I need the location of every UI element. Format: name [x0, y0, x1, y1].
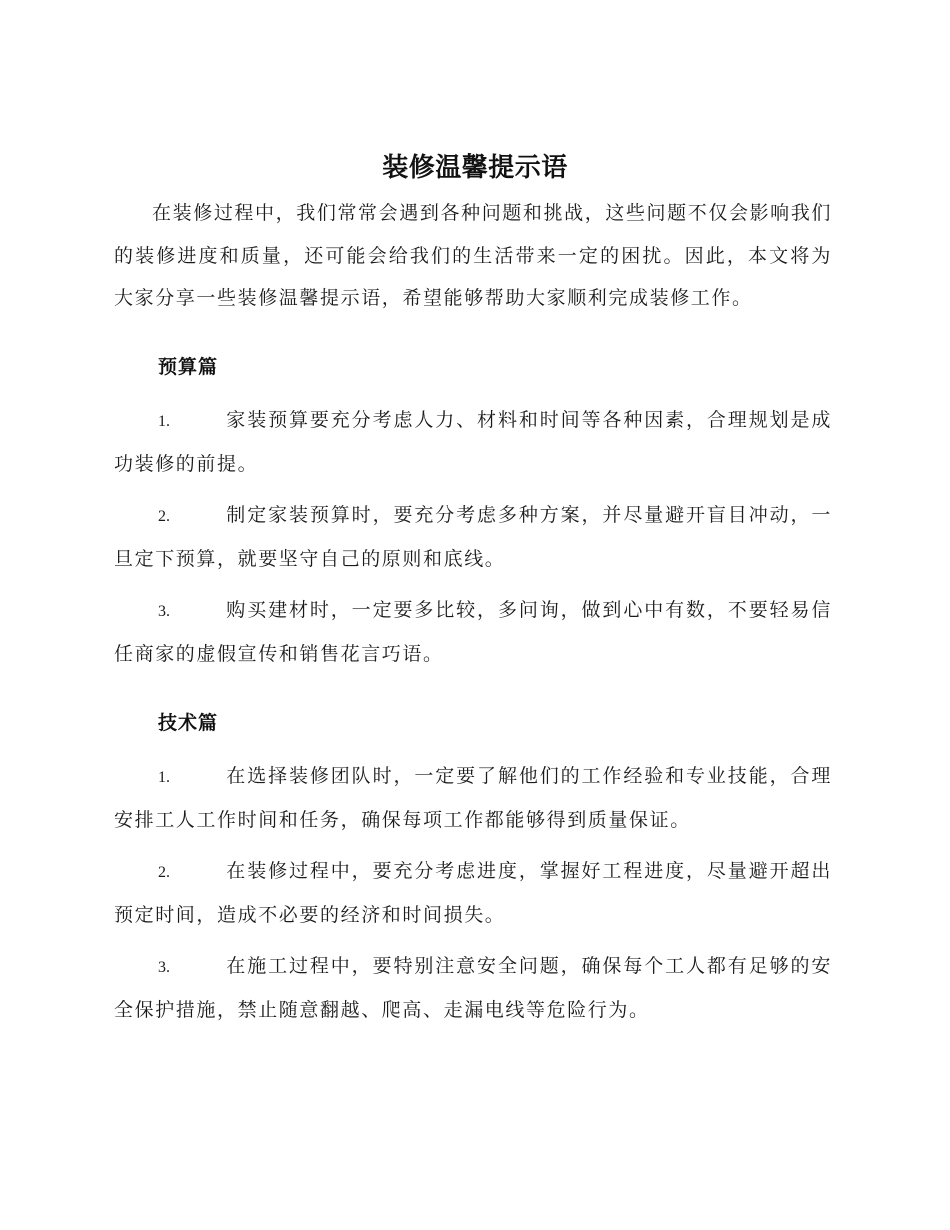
list-item: [114, 589, 832, 676]
document-body: [114, 192, 832, 1040]
list-item-text: 在装修过程中，要充分考虑进度，掌握好工程进度，尽量避开超出预定时间，造成不必要的经济和时间损失。: [114, 859, 832, 926]
section-heading-technique: 技术篇: [158, 711, 219, 734]
list-item-text: 制定家装预算时，要充分考虑多种方案，并尽量避开盲目冲动，一旦定下预算，就要坚守自己的原则和底线。: [114, 503, 832, 570]
list-item-number: 3.: [158, 958, 170, 976]
list-item-number: 3.: [158, 602, 170, 620]
list-item: [114, 494, 832, 581]
list-item-number: 2.: [158, 507, 170, 525]
list-item: [114, 755, 832, 842]
list-item-text: 购买建材时，一定要多比较，多问询，做到心中有数，不要轻易信任商家的虚假宣传和销售花言巧语。: [114, 598, 832, 665]
list-item-text: 家装预算要充分考虑人力、材料和时间等各种因素，合理规划是成功装修的前提。: [114, 408, 832, 475]
list-item-text: 在选择装修团队时，一定要了解他们的工作经验和专业技能，合理安排工人工作时间和任务，确保每项工作都能够得到质量保证。: [114, 764, 832, 831]
list-item-number: 1.: [158, 768, 170, 786]
page-title: 装修温馨提示语: [382, 153, 568, 183]
list-item-text: 在施工过程中，要特别注意安全问题，确保每个工人都有足够的安全保护措施，禁止随意翻越、爬高、走漏电线等危险行为。: [114, 954, 832, 1021]
list-item: [114, 399, 832, 486]
list-item: [114, 850, 832, 937]
list-item-number: 1.: [158, 412, 170, 430]
list-item-number: 2.: [158, 863, 170, 881]
intro-paragraph: 在装修过程中，我们常常会遇到各种问题和挑战，这些问题不仅会影响我们的装修进度和质量，还可能会给我们的生活带来一定的困扰。因此，本文将为大家分享一些装修温馨提示语，希望能够帮助大家顺利完成装修工作。: [114, 202, 832, 309]
list-item: [114, 945, 832, 1032]
section-heading-budget: 预算篇: [158, 355, 219, 378]
